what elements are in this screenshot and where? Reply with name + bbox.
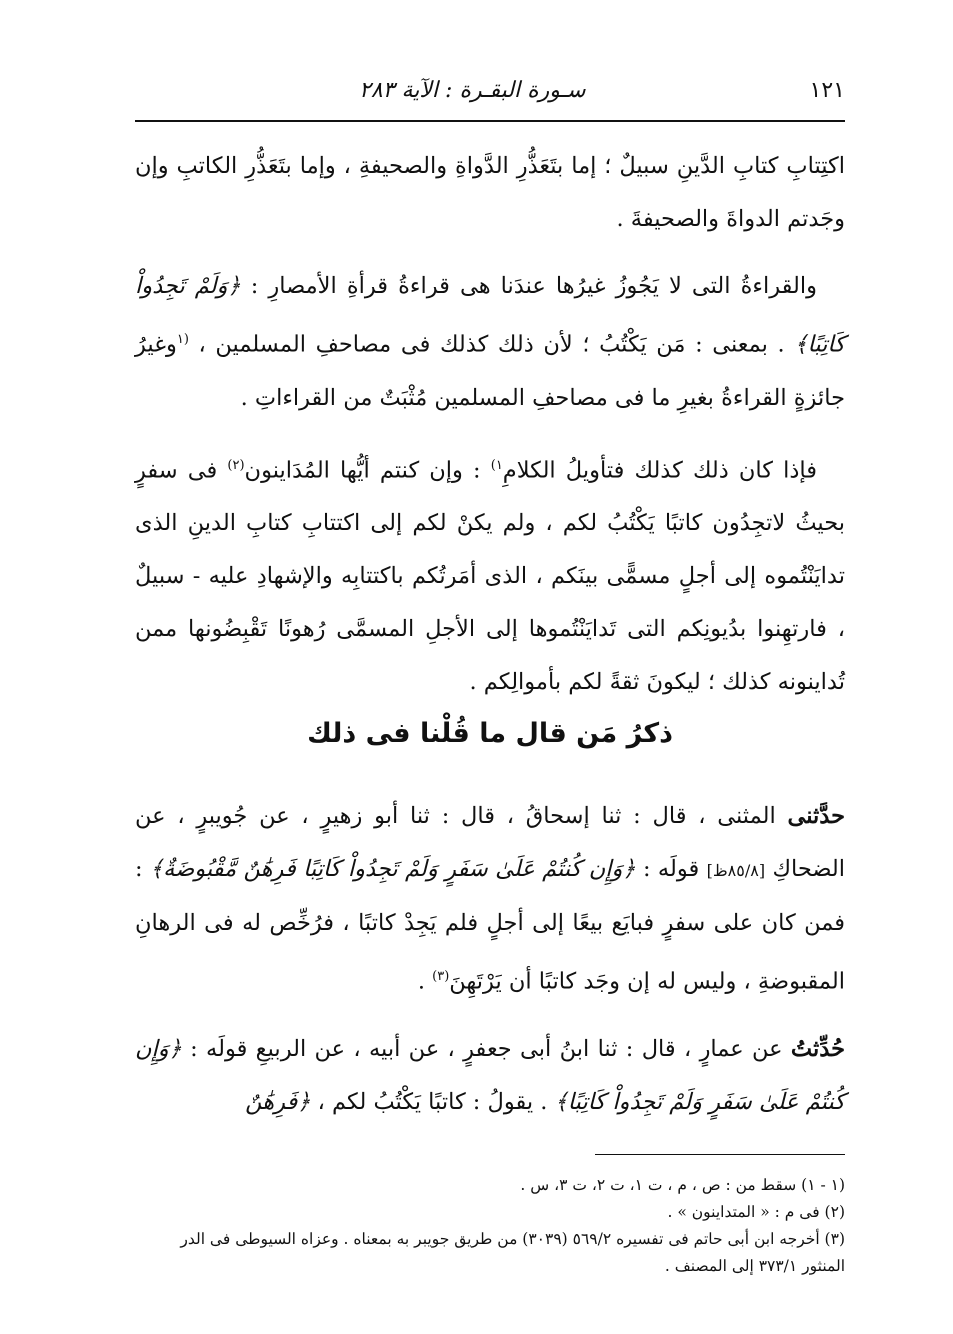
header-rule	[135, 120, 845, 122]
paragraph-2: والقراءةُ التى لا يَجُوزُ غيرُها عندَنا هى قراءةُ قرأةِ الأمصارِ : ﴿وَلَمْ تَجِدُواْ كَاتِبًا﴾ . بمعنى : مَن يَكْتُبُ ؛ لأن ذلك كذلك فى مصاحفِ المسلمين ، $^{(١}$وغيرُ جائزةٍ القراءةُ بغيرِ ما فى مصاحفِ المسلمين مُثْبَتٌ من القراءاتِ .	[135, 273, 845, 411]
page-number: ١٢١	[809, 77, 845, 103]
main-text-continued	[135, 790, 845, 1143]
footnote-marker: (٣)	[432, 969, 450, 984]
footnote-marker: ١)	[490, 457, 503, 473]
footnote-marker: (٢)	[227, 457, 245, 473]
footnote-3: (٣) أخرجه ابن أبى حاتم فى تفسيره ٥٦٩/٢ (٣٠٣٩) من طريق جويبر به بمعناه . وعزاه السيوطى فى الدر المنثور ٣٧٣/١ إلى المصنف .	[180, 1230, 845, 1275]
running-title: سـورة البقـرة : الآية ٢٨٣	[359, 77, 586, 103]
paragraph-1: اكتِتابِ كتابِ الدَّينِ سبيلٌ ؛ إما بتَعَذُّرِ الدَّواةِ والصحيفةِ ، وإما بتَعَذُّرِ الكاتبِ وإن وجَدتم الدواةَ والصحيفةَ .	[135, 153, 845, 232]
paragraph-3: فإذا كان ذلك كذلك فتأويلُ الكلامِ$^{١)}$ : وإن كنتم أيُّها المُدَاينون$^{(٢)}$ فى سفرٍ بحيثُ لاتجِدُون كاتبًا يَكْتُبُ لكم ، ولم يكنْ لكم إلى اكتتابِ كتابِ الدينِ الذى تدايَنْتُموه إلى أجلٍ مسمًّى بينَكم ، الذى أمَرتُكم باكتتابِه والإشهادِ عليه - سبيلٌ ، فارتهِنوا بدُيونِكم التى تَدايَنْتُموها إلى الأجلِ المسمَّى رُهونًا تَقْبِضُونها ممن تُداينونه كذلك ؛ ليكونَ ثقةً لكم بأموالِكم .	[135, 457, 845, 695]
main-text	[135, 140, 845, 723]
footnote-rule	[595, 1154, 845, 1155]
quran-quote: ﴿وَلَمْ تَجِدُواْ كَاتِبًا﴾	[135, 273, 845, 358]
footnote-marker: (١	[176, 332, 189, 347]
quran-quote: ﴿وَإِن كُنتُمْ عَلَىٰ سَفَرٍ وَلَمْ تَجِدُواْ كَاتِبًا فَرِهَٰنٌ مَّقْبُوضَةٌ﴾	[149, 856, 636, 882]
narration-lead: حدَّثنى	[787, 803, 845, 829]
manuscript-ref: [٨٥/٨ظ]	[706, 861, 766, 880]
footnotes	[135, 1172, 845, 1280]
quran-quote: ﴿فَرِهَٰنٌ	[245, 1088, 311, 1115]
footnote-2: (٢) فى م : « المتداينون » .	[667, 1203, 845, 1221]
running-header	[135, 70, 845, 110]
paragraph-5: حُدِّثتُ عن عمارٍ ، قال : ثنا ابنُ أبى جعفرٍ ، عن أبيه ، عن الربيعِ قولَه : ﴿وَإِن كُنتُمْ عَلَىٰ سَفَرٍ وَلَمْ تَجِدُواْ كَاتِبًا﴾ . يقولُ : كاتبًا يَكْتُبُ لكم ، ﴿فَرِهَٰنٌ	[135, 1035, 845, 1115]
paragraph-4: حدَّثنى المثنى ، قال : ثنا إسحاقُ ، قال : ثنا أبو زهيرٍ ، عن جُويبرٍ ، عن الضحاكِ [٨٥/٨ظ] قولَه : ﴿وَإِن كُنتُمْ عَلَىٰ سَفَرٍ وَلَمْ تَجِدُواْ كَاتِبًا فَرِهَٰنٌ مَّقْبُوضَةٌ﴾ : فمن كان على سفرٍ فبايَع بيعًا إلى أجلٍ فلم يَجِدْ كاتبًا ، فرُخِّص له فى الرهانِ المقبوضةِ ، وليس له إن وجَد كاتبًا أن يَرْتَهِنَ$^{(٣)}$ .	[135, 803, 845, 995]
narration-lead: حُدِّثتُ	[790, 1035, 845, 1062]
section-heading: ذكرُ مَن قال ما قُلْنا فى ذلك	[307, 718, 673, 749]
footnote-1: (١ - ١) سقط من : ص ، م ، ت ١، ت ٢، ت ٣، س .	[520, 1176, 845, 1194]
quran-quote: ﴿وَإِن كُنتُمْ عَلَىٰ سَفَرٍ وَلَمْ تَجِدُواْ كَاتِبًا﴾	[135, 1035, 845, 1115]
